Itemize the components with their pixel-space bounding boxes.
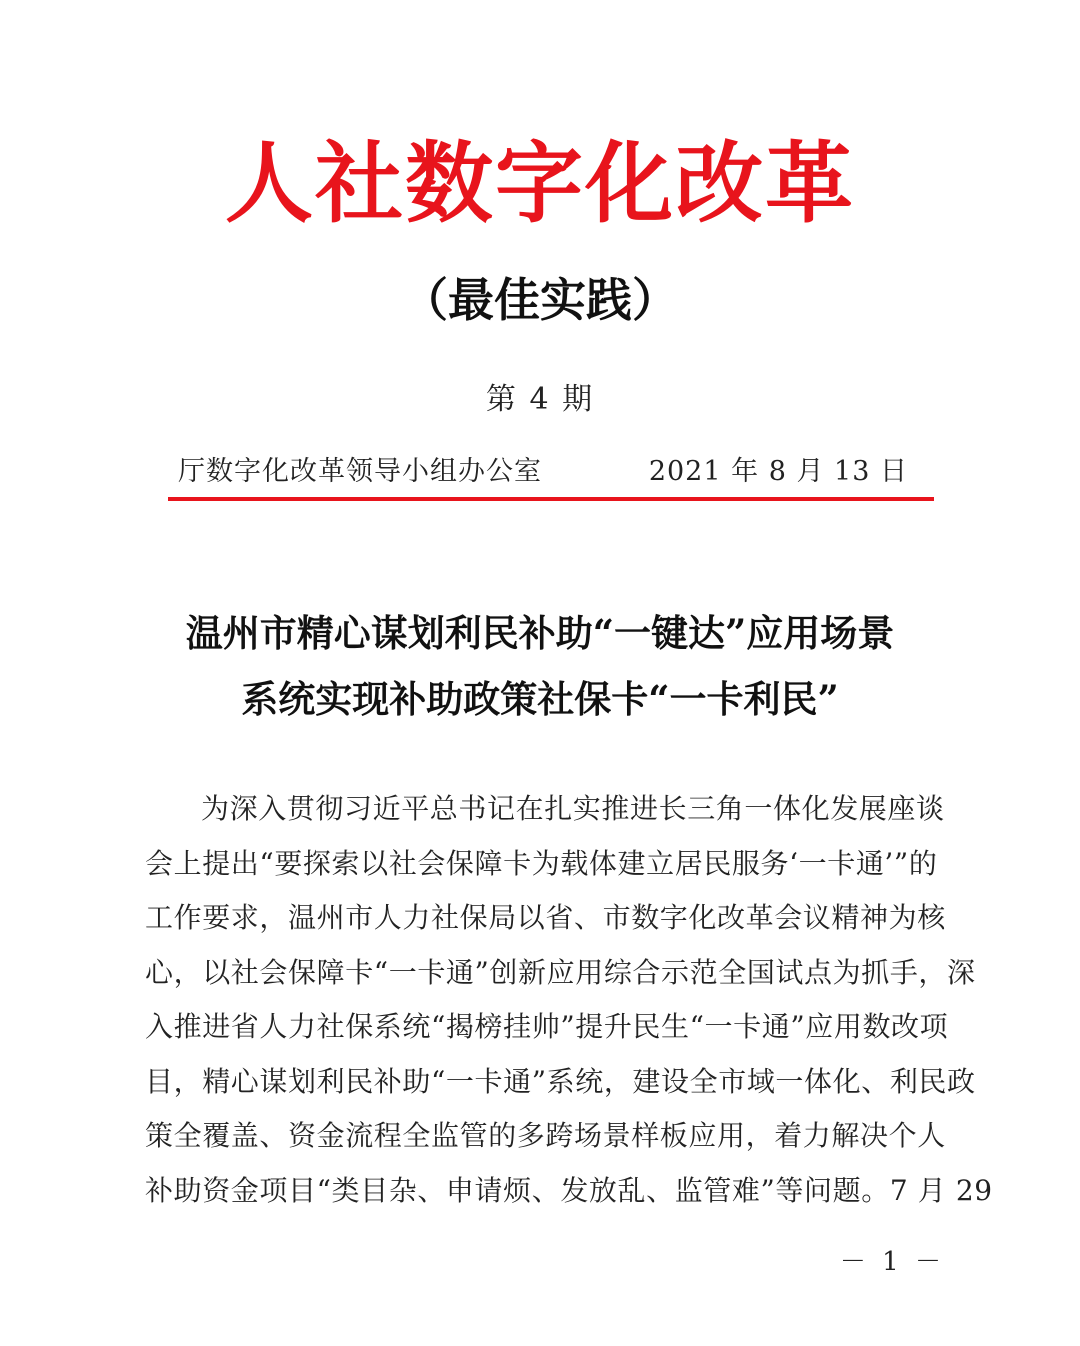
- page-number: － 1 －: [839, 1247, 945, 1277]
- masthead-title: 人社数字化改革: [224, 131, 855, 235]
- article-body: [145, 782, 993, 1218]
- body-line: 补助资金项目“类目杂、申请烦、发放乱、监管难”等问题。7 月 29: [145, 1173, 993, 1207]
- body-line: 为深入贯彻习近平总书记在扎实推进长三角一体化发展座谈: [201, 792, 945, 825]
- body-line: 心，以社会保障卡“一卡通”创新应用综合示范全国试点为抓手，深: [145, 955, 976, 989]
- body-line: 工作要求，温州市人力社保局以省、市数字化改革会议精神为核: [145, 901, 946, 934]
- article-title-line: 系统实现补助政策社保卡“一卡利民”: [241, 677, 839, 721]
- body-line: 会上提出“要探索以社会保障卡为载体建立居民服务‘一卡通’”的: [145, 846, 938, 880]
- issuer-row: [178, 452, 908, 492]
- issue-number: 第 4 期: [485, 382, 595, 417]
- body-line: 目，精心谋划利民补助“一卡通”系统，建设全市域一体化、利民政: [145, 1064, 976, 1098]
- red-divider-line: [168, 497, 934, 501]
- body-line: 入推进省人力社保系统“揭榜挂帅”提升民生“一卡通”应用数改项: [145, 1010, 949, 1043]
- issue-date: 2021 年 8 月 13 日: [648, 456, 908, 487]
- article-title-line: 温州市精心谋划利民补助“一键达”应用场景: [185, 611, 895, 655]
- body-line: 策全覆盖、资金流程全监管的多跨场景样板应用，着力解决个人: [145, 1119, 946, 1152]
- article-title: [120, 600, 960, 732]
- masthead-subtitle: （最佳实践）: [402, 273, 678, 327]
- issuer-office: 厅数字化改革领导小组办公室: [178, 456, 542, 487]
